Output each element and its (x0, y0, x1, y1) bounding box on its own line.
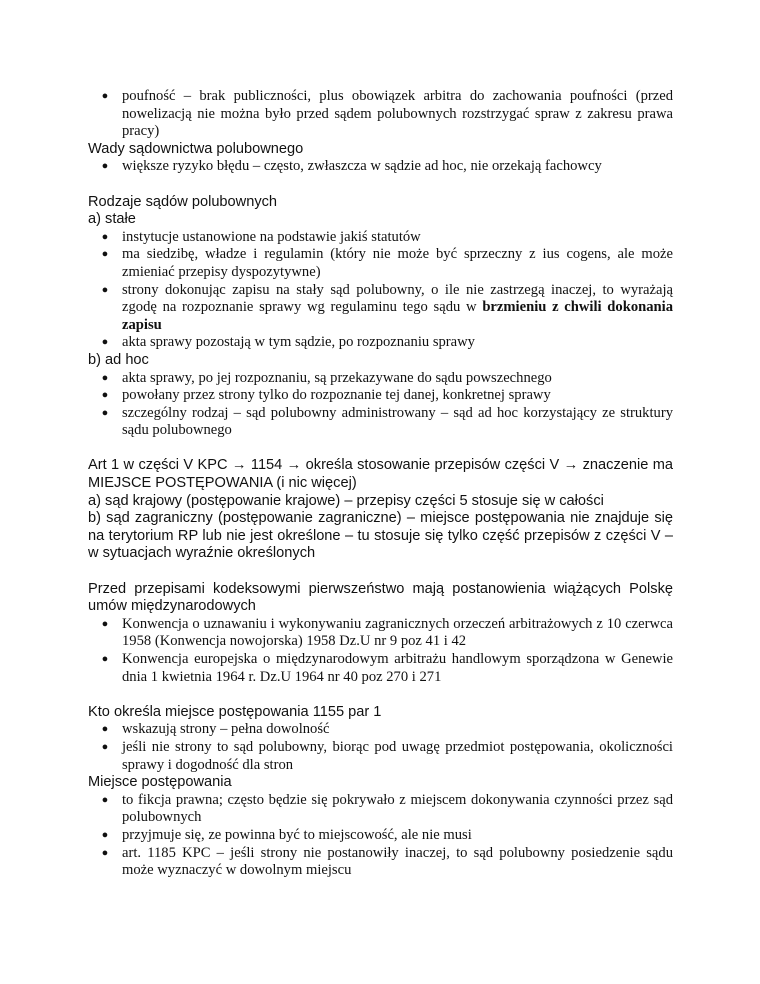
list-item: ● wskazują strony – pełna dowolność (101, 721, 330, 738)
list-item: ● ma siedzibę, władze i regulamin (który nie może być sprzeczny z ius cogens, ale może zmieniać przepisy dyspozytywne) (101, 246, 673, 280)
heading-adhoc: b) ad hoc (88, 351, 149, 368)
art1-paragraph: Art 1 w części V KPC → 1154 → określa stosowanie przepisów części V → znaczenie ma MIEJSCE POSTĘPOWANIA (i nic więcej) (88, 457, 673, 492)
konwencje-list (88, 616, 673, 686)
list-item: ● akta sprawy, po jej rozpoznaniu, są przekazywane do sądu powszechnego (101, 369, 552, 386)
list-item: ● przyjmuje się, ze powinna być to miejscowość, ale nie musi (101, 826, 472, 843)
wady-list (88, 158, 673, 176)
bullet-icon: ● (101, 371, 109, 384)
art1-item-a: a) sąd krajowy (postępowanie krajowe) – przepisy części 5 stosuje się w całości (88, 492, 604, 509)
przed-paragraph: Przed przepisami kodeksowymi pierwszeństwo mają postanowienia wiążących Polskę umów międzynarodowych (88, 580, 673, 615)
art1-item-b: b) sąd zagraniczny (postępowanie zagraniczne) – miejsce postępowania nie znajduje się na terytorium RP lub nie jest określone – tu stosuje się tylko część przepisów z części V – w sytuacjach wyraźnie określonych (88, 510, 673, 562)
list-item: ● jeśli nie strony to sąd polubowny, biorąc pod uwagę przedmiot postępowania, okoliczności sprawy i dogodność dla stron (101, 738, 673, 773)
list-item: ● większe ryzyko błędu – często, zwłaszcza w sądzie ad hoc, nie orzekają fachowcy (101, 158, 602, 175)
bold-phrase: brzmieniu z chwili dokonania zapisu (122, 299, 674, 333)
heading-wady: Wady sądownictwa polubownego (88, 140, 304, 157)
bullet-icon: ● (101, 336, 109, 349)
list-item: ● powołany przez strony tylko do rozpoznanie tej danej, konkretnej sprawy (101, 387, 551, 404)
miejsce-list (88, 792, 673, 880)
bullet-icon: ● (101, 740, 109, 753)
list-item: ● to fikcja prawna; często będzie się pokrywało z miejscem dokonywania czynności przez sąd polubownych (101, 791, 673, 826)
bullet-icon: ● (101, 248, 109, 261)
list-item: ● Konwencja o uznawaniu i wykonywaniu zagranicznych orzeczeń arbitrażowych z 10 czerwca 1958 (Konwencja nowojorska) 1958 Dz.U nr 9 poz 41 i 42 (101, 615, 673, 650)
stale-list (88, 229, 673, 352)
bullet-icon: ● (101, 617, 109, 630)
bullet-icon: ● (101, 793, 109, 806)
list-item: ● Konwencja europejska o międzynarodowym arbitrażu handlowym sporządzona w Genewie dnia 1 kwietnia 1964 r. Dz.U 1964 nr 40 poz 270 i 271 (101, 651, 673, 685)
list-item: ● poufność – brak publiczności, plus obowiązek arbitra do zachowania poufności (przed nowelizacją nie można było przed sądem polubownych rozstrzygać spraw z zakresu prawa pracy) (101, 88, 673, 140)
bullet-icon: ● (101, 406, 109, 419)
list-item: ● strony dokonując zapisu na stały sąd polubowny, o ile nie zastrzegą inaczej, to wyrażają zgodę na rozpoznanie sprawy wg regulaminu tego sądu w brzmieniu z chwili dokonania zapisu (101, 281, 674, 333)
bullet-icon: ● (101, 389, 109, 402)
heading-kto: Kto określa miejsce postępowania 1155 par 1 (88, 703, 382, 720)
list-item: ● instytucje ustanowione na podstawie jakiś statutów (101, 228, 421, 245)
heading-rodzaje: Rodzaje sądów polubownych (88, 193, 278, 210)
bullet-icon: ● (101, 160, 109, 173)
list-item: ● szczególny rodzaj – sąd polubowny administrowany – sąd ad hoc korzystający ze struktury sądu polubownego (101, 404, 673, 439)
bullet-icon: ● (101, 283, 109, 296)
bullet-icon: ● (101, 653, 109, 665)
list-item: ● akta sprawy pozostają w tym sądzie, po rozpoznaniu sprawy (101, 334, 475, 351)
document-page (88, 88, 673, 880)
bullet-icon: ● (101, 828, 109, 841)
intro-list (88, 88, 673, 141)
adhoc-list (88, 370, 673, 440)
kto-list (88, 721, 673, 774)
heading-stale: a) stałe (88, 211, 136, 228)
list-item: ● art. 1185 KPC – jeśli strony nie postanowiły inaczej, to sąd polubowny posiedzenie sądu może wyznaczyć w dowolnym miejscu (101, 844, 673, 879)
bullet-icon: ● (101, 723, 109, 736)
bullet-icon: ● (101, 230, 109, 243)
heading-miejsce: Miejsce postępowania (88, 774, 232, 791)
bullet-icon: ● (101, 90, 109, 102)
bullet-icon: ● (101, 846, 109, 859)
